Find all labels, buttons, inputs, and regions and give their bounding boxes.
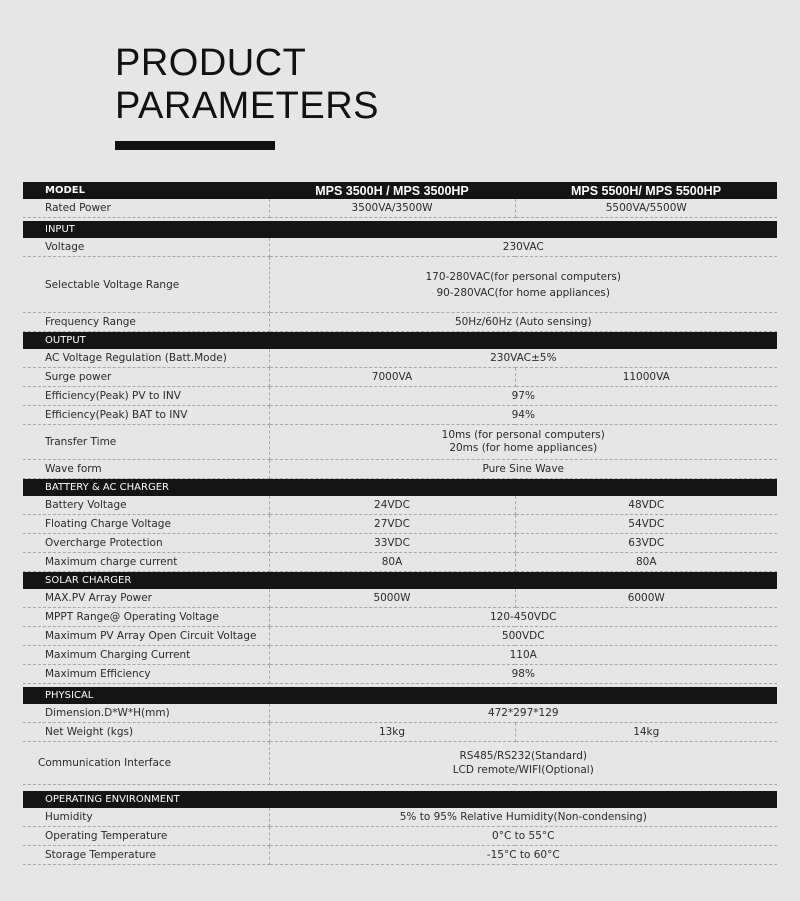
table-row (23, 627, 777, 646)
row-label: Selectable Voltage Range (23, 257, 269, 313)
row-label: Frequency Range (23, 313, 269, 332)
title-underline (115, 141, 275, 150)
row-value-2: 48VDC (515, 496, 777, 515)
row-label: Voltage (23, 238, 269, 257)
table-row (23, 515, 777, 534)
row-value-line2: 20ms (for home appliances) (449, 442, 598, 454)
table-row (23, 425, 777, 460)
page-title (115, 42, 379, 128)
table-row (23, 665, 777, 684)
section-header: SOLAR CHARGER (23, 572, 777, 590)
row-value: -15°C to 60°C (269, 846, 777, 865)
row-value: 97% (269, 387, 777, 406)
row-value-line1: 170-280VAC(for personal computers) (425, 270, 621, 283)
table-header-row (23, 182, 777, 199)
row-label: Net Weight (kgs) (23, 723, 269, 742)
row-label: Maximum Charging Current (23, 646, 269, 665)
row-label: Operating Temperature (23, 827, 269, 846)
table-row (23, 460, 777, 479)
row-label: Maximum PV Array Open Circuit Voltage (23, 627, 269, 646)
row-value: Pure Sine Wave (269, 460, 777, 479)
row-value: 50Hz/60Hz (Auto sensing) (269, 313, 777, 332)
row-value-1: 7000VA (269, 368, 515, 387)
table-row (23, 723, 777, 742)
table-row (23, 704, 777, 723)
row-label: Maximum Efficiency (23, 665, 269, 684)
row-label: Communication Interface (23, 742, 269, 785)
section-header: OUTPUT (23, 332, 777, 350)
row-value: 472*297*129 (269, 704, 777, 723)
table-row (23, 313, 777, 332)
row-label: Overcharge Protection (23, 534, 269, 553)
table-row (23, 496, 777, 515)
table-row (23, 349, 777, 368)
row-value-line2: 90-280VAC(for home appliances) (436, 286, 610, 299)
row-label: Dimension.D*W*H(mm) (23, 704, 269, 723)
table-row (23, 589, 777, 608)
page-title-line1: PRODUCT (115, 42, 307, 84)
table-row (23, 387, 777, 406)
section-header: BATTERY & AC CHARGER (23, 479, 777, 497)
model-header: MODEL (23, 182, 269, 199)
row-label: Wave form (23, 460, 269, 479)
table-row (23, 846, 777, 865)
model-2-header: MPS 5500H/ MPS 5500HP (515, 182, 777, 199)
row-value: 230VAC±5% (269, 349, 777, 368)
table-row (23, 368, 777, 387)
row-value: 98% (269, 665, 777, 684)
table-row (23, 742, 777, 785)
row-label: Battery Voltage (23, 496, 269, 515)
row-value-1: 80A (269, 553, 515, 572)
table-row (23, 199, 777, 218)
row-value-2: 14kg (515, 723, 777, 742)
section-header: INPUT (23, 221, 777, 238)
row-label: Humidity (23, 808, 269, 827)
row-value-1: 24VDC (269, 496, 515, 515)
row-value (269, 425, 777, 460)
row-value: 120-450VDC (269, 608, 777, 627)
model-1-header: MPS 3500H / MPS 3500HP (269, 182, 515, 199)
row-label: Efficiency(Peak) PV to INV (23, 387, 269, 406)
table-row (23, 553, 777, 572)
row-value: 0°C to 55°C (269, 827, 777, 846)
table-row (23, 808, 777, 827)
row-label: MPPT Range@ Operating Voltage (23, 608, 269, 627)
row-value-1: 27VDC (269, 515, 515, 534)
row-value: 110A (269, 646, 777, 665)
table-row (23, 608, 777, 627)
row-value: 94% (269, 406, 777, 425)
table-row (23, 257, 777, 313)
section-header: OPERATING ENVIRONMENT (23, 791, 777, 808)
row-label: Surge power (23, 368, 269, 387)
row-label: Storage Temperature (23, 846, 269, 865)
row-value: 5% to 95% Relative Humidity(Non-condensing) (269, 808, 777, 827)
row-value-1: 5000W (269, 589, 515, 608)
row-value-1: 3500VA/3500W (269, 199, 515, 218)
table-row (23, 406, 777, 425)
row-value-2: 54VDC (515, 515, 777, 534)
row-value-line1: RS485/RS232(Standard) (459, 750, 587, 762)
row-value-2: 63VDC (515, 534, 777, 553)
row-value-2: 6000W (515, 589, 777, 608)
row-value: 230VAC (269, 238, 777, 257)
row-value-line2: LCD remote/WIFI(Optional) (452, 764, 594, 776)
page-title-line2: PARAMETERS (115, 85, 380, 127)
table-row (23, 646, 777, 665)
row-value-2: 11000VA (515, 368, 777, 387)
parameters-table (23, 182, 777, 865)
row-label: Efficiency(Peak) BAT to INV (23, 406, 269, 425)
table-row (23, 238, 777, 257)
row-label: Maximum charge current (23, 553, 269, 572)
row-value-1: 13kg (269, 723, 515, 742)
section-header: PHYSICAL (23, 687, 777, 704)
row-label: MAX.PV Array Power (23, 589, 269, 608)
table-row (23, 827, 777, 846)
row-label: Floating Charge Voltage (23, 515, 269, 534)
row-value (269, 257, 777, 313)
row-value (269, 742, 777, 785)
row-label: Transfer Time (23, 425, 269, 460)
row-value: 500VDC (269, 627, 777, 646)
row-label: AC Voltage Regulation (Batt.Mode) (23, 349, 269, 368)
row-value-2: 80A (515, 553, 777, 572)
table-row (23, 534, 777, 553)
row-value-2: 5500VA/5500W (515, 199, 777, 218)
row-value-1: 33VDC (269, 534, 515, 553)
row-label: Rated Power (23, 199, 269, 218)
row-value-line1: 10ms (for personal computers) (441, 429, 605, 441)
